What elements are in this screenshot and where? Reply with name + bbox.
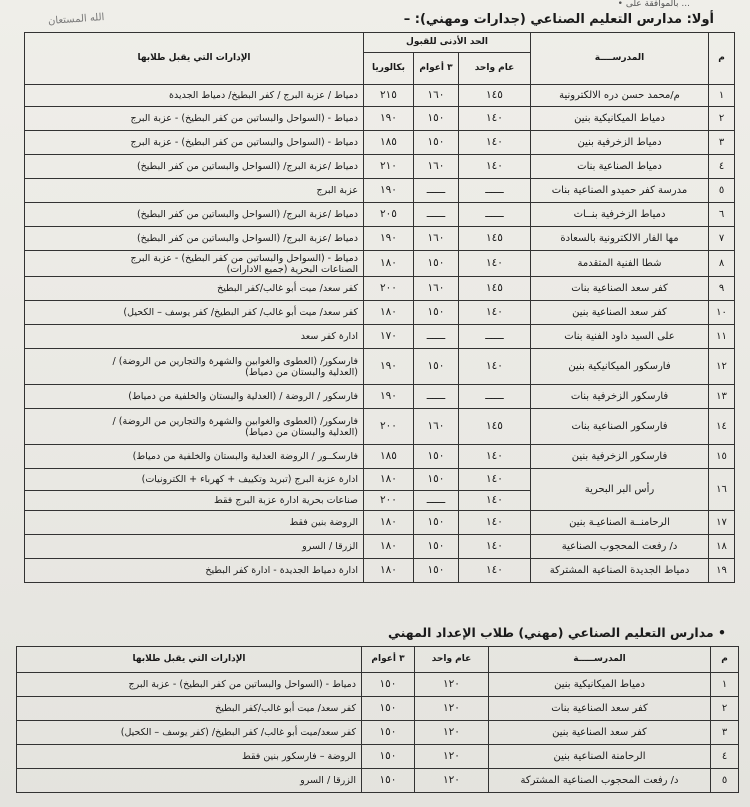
cell-bac: ١٩٠: [364, 385, 414, 409]
cell-admins: دمياط /عزبة البرج/ (السواحل والبساتين من كفر البطيخ): [25, 203, 364, 227]
cell-school: كفر سعد الصناعية بنات: [489, 697, 711, 721]
header-school: المدرســــة: [531, 33, 709, 85]
cell-idx: ٣: [711, 721, 739, 745]
cell-school: على السيد داود الفنية بنات: [531, 325, 709, 349]
cell-school: فارسكور الميكانيكية بنين: [531, 349, 709, 385]
table-row: [25, 325, 735, 349]
cell-school: دمياط الزخرفية بنــات: [531, 203, 709, 227]
table-row: [25, 301, 735, 325]
cell-bac: ١٨٠: [364, 469, 414, 491]
cell-idx: ٨: [709, 251, 735, 277]
table-row: [17, 769, 739, 793]
cell-uni: ١٤٠: [459, 491, 531, 511]
cell-three: ١٥٠: [414, 511, 459, 535]
header2-idx: م: [711, 647, 739, 673]
cell-school: دمياط الزخرفية بنين: [531, 131, 709, 155]
cell-bac: ٢٠٠: [364, 277, 414, 301]
cell-uni: ١٤٠: [459, 445, 531, 469]
cell-school: الرحامنــة الصناعيـة بنين: [531, 511, 709, 535]
cell-idx: ١٩: [709, 559, 735, 583]
cell-school: كفر سعد الصناعية بنات: [531, 277, 709, 301]
table-row: [25, 155, 735, 179]
cell-bac: ١٨٠: [364, 301, 414, 325]
table-row: [25, 251, 735, 277]
cell-three: ١٦٠: [414, 227, 459, 251]
table-row: [25, 559, 735, 583]
cell-uni: ١٤٥: [459, 227, 531, 251]
cell-idx: ٩: [709, 277, 735, 301]
table-row: [17, 697, 739, 721]
cell-admins: ادارة دمياط الجديدة - ادارة كفر البطيخ: [25, 559, 364, 583]
cell-uni: ١٤٠: [459, 511, 531, 535]
cell-idx: ١٣: [709, 385, 735, 409]
cell-bac: ١٩٠: [364, 179, 414, 203]
cell-admins: ادارة عزبة البرج (تبريد وتكييف + كهرباء + الكترونيات): [25, 469, 364, 491]
cell-school: رأس البر البحرية: [531, 469, 709, 511]
cell-bac: ٢٠٠: [364, 491, 414, 511]
header-admins: الإدارات التي يقبل طلابها: [25, 33, 364, 85]
cell-bac: ١٨٥: [364, 131, 414, 155]
cell-uni: ١٤٥: [459, 85, 531, 107]
cell-bac: ١٩٠: [364, 227, 414, 251]
cell-bac: ١٩٠: [364, 349, 414, 385]
cell-admins: دمياط - (السواحل والبساتين من كفر البطيخ) - عزبة البرج: [17, 673, 362, 697]
cell-three: ١٥٠: [414, 301, 459, 325]
header2-three: ٣ أعوام: [362, 647, 415, 673]
cell-three: ١٥٠: [414, 131, 459, 155]
cell-school: كفر سعد الصناعية بنين: [489, 721, 711, 745]
cell-uni: ١٤٠: [459, 251, 531, 277]
cell-idx: ٢: [709, 107, 735, 131]
cell-school: دمياط الميكانيكية بنين: [531, 107, 709, 131]
cell-school: فارسكور الزخرفية بنين: [531, 445, 709, 469]
cell-three: ١٥٠: [414, 251, 459, 277]
cell-three: ١٥٠: [414, 559, 459, 583]
header2-admins: الإدارات التي يقبل طلابها: [17, 647, 362, 673]
cell-three: ١٥٠: [362, 769, 415, 793]
cell-uni: ــــــ: [459, 385, 531, 409]
cell-uni: ١٢٠: [415, 745, 489, 769]
cell-uni: ١٤٠: [459, 155, 531, 179]
ink-scribble: الله المستعان: [47, 12, 105, 27]
cell-admins: دمياط - (السواحل والبساتين من كفر البطيخ) - عزبة البرج: [25, 131, 364, 155]
cell-uni: ١٢٠: [415, 697, 489, 721]
cell-admins: دمياط /عزبة البرج/ (السواحل والبساتين من كفر البطيخ): [25, 227, 364, 251]
cell-school: م/محمد حسن دره الالكترونية: [531, 85, 709, 107]
header-three: ٣ أعوام: [414, 53, 459, 85]
cell-bac: ٢٠٥: [364, 203, 414, 227]
cell-bac: ٢٠٠: [364, 409, 414, 445]
cell-idx: ١: [711, 673, 739, 697]
cell-admins: كفر سعد/ميت أبو غالب/ كفر البطيخ/ (كفر يوسف – الكحيل): [17, 721, 362, 745]
cell-school: فارسكور الصناعية بنات: [531, 409, 709, 445]
cell-three: ١٥٠: [362, 697, 415, 721]
header2-uni: عام واحد: [415, 647, 489, 673]
cell-uni: ١٤٥: [459, 277, 531, 301]
cell-three: ١٥٠: [414, 445, 459, 469]
cell-three: ١٥٠: [362, 673, 415, 697]
table-row: [25, 277, 735, 301]
cell-admins: الزرقا / السرو: [25, 535, 364, 559]
cell-uni: ١٤٠: [459, 301, 531, 325]
table-row: [25, 85, 735, 107]
cell-three: ــــــ: [414, 325, 459, 349]
header-min-group: الحد الأدنى للقبول: [364, 33, 531, 53]
cell-uni: ١٤٥: [459, 409, 531, 445]
cell-three: ١٥٠: [362, 721, 415, 745]
cell-three: ١٦٠: [414, 409, 459, 445]
cell-idx: ١٢: [709, 349, 735, 385]
cell-three: ١٥٠: [414, 535, 459, 559]
cell-admins: كفر سعد/ ميت أبو غالب/كفر البطيخ: [17, 697, 362, 721]
cell-admins: فارسكــور / الروضة العدلية والبستان والخلفية من دمياط): [25, 445, 364, 469]
cell-three: ١٦٠: [414, 277, 459, 301]
cell-idx: ٥: [709, 179, 735, 203]
cell-school: دمياط الصناعية بنات: [531, 155, 709, 179]
cell-uni: ١٤٠: [459, 131, 531, 155]
table-row: [25, 385, 735, 409]
cell-idx: ٧: [709, 227, 735, 251]
cell-idx: ١٨: [709, 535, 735, 559]
cell-idx: ١: [709, 85, 735, 107]
table-row: [25, 445, 735, 469]
section2-title: • مدارس التعليم الصناعي (مهني) طلاب الإعداد المهني: [388, 625, 726, 640]
cell-three: ١٥٠: [414, 469, 459, 491]
table-row: [25, 131, 735, 155]
cell-school: دمياط الجديدة الصناعية المشتركة: [531, 559, 709, 583]
cell-three: ١٥٠: [362, 745, 415, 769]
cell-admins: كفر سعد/ ميت أبو غالب/كفر البطيخ: [25, 277, 364, 301]
table-row: [17, 673, 739, 697]
cell-uni: ١٤٠: [459, 535, 531, 559]
cell-bac: ١٨٠: [364, 511, 414, 535]
table-row: [25, 409, 735, 445]
table-vocational-schools: [16, 646, 739, 793]
cell-school: كفر سعد الصناعية بنين: [531, 301, 709, 325]
header2-school: المدرســـــة: [489, 647, 711, 673]
cell-school: الرحامنة الصناعية بنين: [489, 745, 711, 769]
cell-bac: ٢١٥: [364, 85, 414, 107]
cell-three: ــــــ: [414, 203, 459, 227]
cell-bac: ١٨٥: [364, 445, 414, 469]
cell-idx: ١٠: [709, 301, 735, 325]
cell-admins: كفر سعد/ ميت أبو غالب/ كفر البطيخ/ كفر يوسف – الكحيل): [25, 301, 364, 325]
cell-uni: ١٤٠: [459, 469, 531, 491]
cell-idx: ٤: [711, 745, 739, 769]
table-row: [25, 227, 735, 251]
cell-admins: الزرقا / السرو: [17, 769, 362, 793]
cell-admins: فارسكور/ (العطوى والغوابين والشهرة والتجارين من الروضة) / (العدلية والبستان من دمياط): [25, 349, 364, 385]
cell-school: فارسكور الزخرفية بنات: [531, 385, 709, 409]
cell-idx: ٥: [711, 769, 739, 793]
cell-bac: ١٨٠: [364, 535, 414, 559]
header-idx: م: [709, 33, 735, 85]
cell-three: ١٥٠: [414, 349, 459, 385]
cell-three: ــــــ: [414, 491, 459, 511]
cell-bac: ١٨٠: [364, 251, 414, 277]
cell-three: ــــــ: [414, 179, 459, 203]
cell-idx: ٢: [711, 697, 739, 721]
cell-idx: ١٥: [709, 445, 735, 469]
cell-admins: دمياط - (السواحل والبساتين من كفر البطيخ) - عزبة البرج: [25, 107, 364, 131]
cell-uni: ١٤٠: [459, 349, 531, 385]
cell-idx: ١٤: [709, 409, 735, 445]
table-row: [17, 721, 739, 745]
cell-idx: ٤: [709, 155, 735, 179]
cell-school: دمياط الميكانيكية بنين: [489, 673, 711, 697]
header-uni: عام واحد: [459, 53, 531, 85]
cell-school: مها الفار الالكترونية بالسعادة: [531, 227, 709, 251]
cell-three: ١٥٠: [414, 107, 459, 131]
cell-uni: ١٤٠: [459, 107, 531, 131]
cell-idx: ١٧: [709, 511, 735, 535]
table-row: [25, 469, 735, 491]
cell-uni: ــــــ: [459, 325, 531, 349]
cell-three: ١٦٠: [414, 155, 459, 179]
table-row: [25, 179, 735, 203]
cell-admins: دمياط / عزبة البرج / كفر البطيخ/ دمياط الجديدة: [25, 85, 364, 107]
cell-school: د/ رفعت المحجوب الصناعية: [531, 535, 709, 559]
cell-idx: ٦: [709, 203, 735, 227]
cell-admins: الروضة – فارسكور بنين فقط: [17, 745, 362, 769]
cell-admins: ادارة كفر سعد: [25, 325, 364, 349]
cell-idx: ٣: [709, 131, 735, 155]
cell-admins: الروضة بنين فقط: [25, 511, 364, 535]
cell-admins: دمياط /عزبة البرج/ (السواحل والبساتين من كفر البطيخ): [25, 155, 364, 179]
cell-admins: دمياط - (السواحل والبساتين من كفر البطيخ) - عزبة البرج الصناعات البحرية (جميع الادارات): [25, 251, 364, 277]
table-row: [25, 535, 735, 559]
cell-three: ــــــ: [414, 385, 459, 409]
cell-bac: ١٧٠: [364, 325, 414, 349]
table-row: [25, 107, 735, 131]
table-row: [25, 203, 735, 227]
cell-admins: صناعات بحرية ادارة عزبة البرج فقط: [25, 491, 364, 511]
cell-uni: ١٢٠: [415, 769, 489, 793]
top-fragment: • بالموافقة على ...: [617, 0, 690, 8]
cell-admins: عزبة البرج: [25, 179, 364, 203]
cell-uni: ــــــ: [459, 179, 531, 203]
section1-title: أولا: مدارس التعليم الصناعي (جدارات ومهني): –: [403, 12, 714, 27]
cell-bac: ١٩٠: [364, 107, 414, 131]
cell-uni: ١٢٠: [415, 721, 489, 745]
table-row: [17, 745, 739, 769]
cell-school: د/ رفعت المحجوب الصناعية المشتركة: [489, 769, 711, 793]
cell-uni: ــــــ: [459, 203, 531, 227]
table-row: [25, 511, 735, 535]
cell-bac: ٢١٠: [364, 155, 414, 179]
header-bac: بكالوريا: [364, 53, 414, 85]
cell-admins: فارسكور/ (العطوى والغوابين والشهرة والتجارين من الروضة) / (العدلية والبستان من دمياط): [25, 409, 364, 445]
cell-admins: فارسكور / الروضة / (العدلية والبستان والخلفية من دمياط): [25, 385, 364, 409]
cell-school: شطا الفنية المتقدمة: [531, 251, 709, 277]
cell-bac: ١٨٠: [364, 559, 414, 583]
cell-three: ١٦٠: [414, 85, 459, 107]
cell-idx: ١١: [709, 325, 735, 349]
cell-uni: ١٢٠: [415, 673, 489, 697]
cell-school: مدرسة كفر حميدو الصناعية بنات: [531, 179, 709, 203]
cell-uni: ١٤٠: [459, 559, 531, 583]
table-row: [25, 349, 735, 385]
table-industrial-schools: [24, 32, 735, 583]
cell-idx: ١٦: [709, 469, 735, 511]
